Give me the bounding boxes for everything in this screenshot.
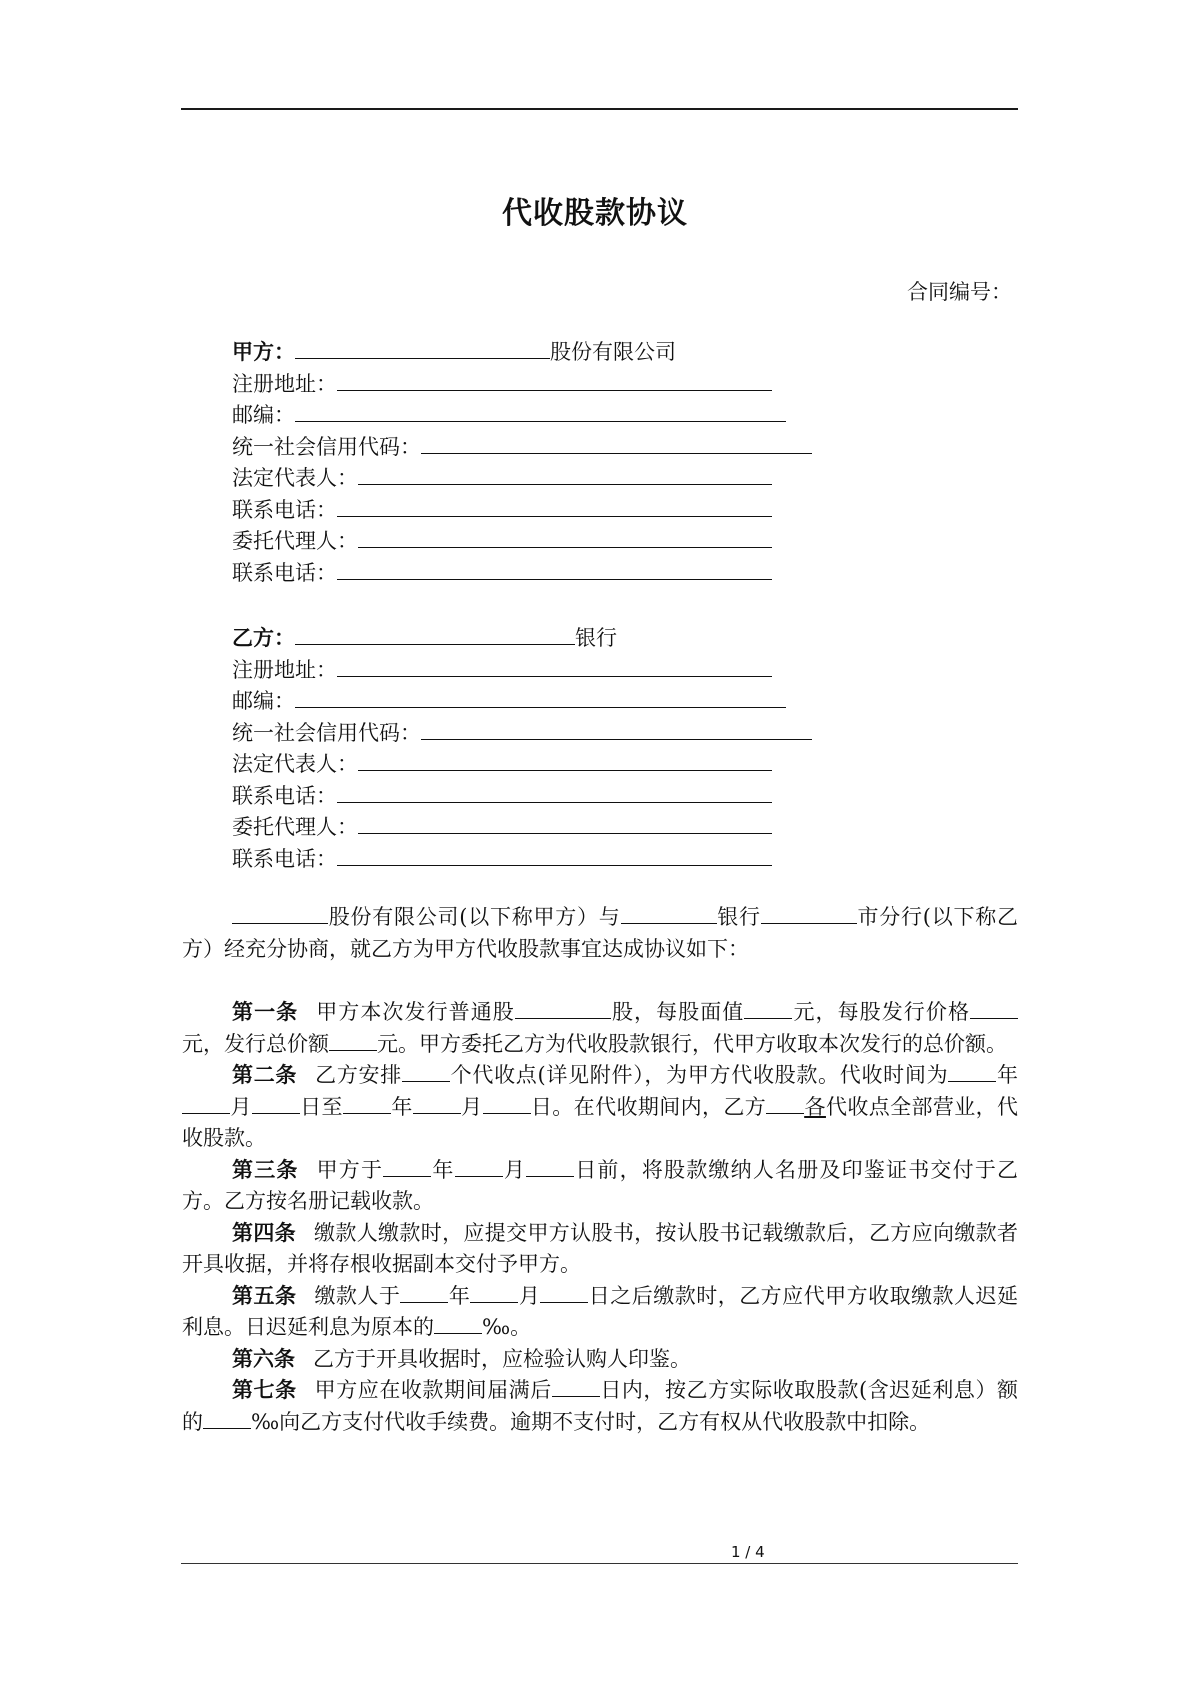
party-b-address-row xyxy=(232,654,812,686)
party-a-credit-code-row xyxy=(232,431,812,463)
party-b-phone-field[interactable] xyxy=(337,780,772,803)
party-b-block xyxy=(232,622,812,874)
party-a-address-field[interactable] xyxy=(337,368,772,391)
blank-field[interactable] xyxy=(329,1030,377,1051)
footer-rule xyxy=(181,1563,1018,1564)
article-label: 第二条 xyxy=(232,1063,298,1087)
header-rule xyxy=(181,108,1018,110)
party-b-credit-code-field[interactable] xyxy=(421,717,812,740)
article-label: 第四条 xyxy=(232,1220,297,1245)
blank-field[interactable] xyxy=(483,1093,531,1114)
party-a-legal-rep-field[interactable] xyxy=(358,462,772,485)
party-b-agent-row xyxy=(232,811,812,843)
intro-section xyxy=(182,902,1018,965)
blank-field[interactable] xyxy=(766,1093,804,1114)
field-label: 注册地址： xyxy=(232,371,337,396)
blank-field[interactable] xyxy=(552,1376,600,1397)
blank-field[interactable] xyxy=(383,1156,431,1177)
article-3: 第三条 甲方于 年 月 日前，将股款缴纳人名册及印鉴证书交付于乙方。乙方按名册记载收款。 xyxy=(182,1157,1019,1213)
party-b-name-suffix: 银行 xyxy=(575,626,617,650)
party-a-name-row xyxy=(232,336,812,368)
party-b-address-field[interactable] xyxy=(337,654,772,677)
party-a-legal-rep-row xyxy=(232,462,812,494)
blank-field[interactable] xyxy=(526,1156,574,1177)
field-label: 联系电话： xyxy=(232,560,337,585)
blank-field[interactable] xyxy=(413,1093,461,1114)
article-7: 第七条 甲方应在收款期间届满后 日内，按乙方实际收取股款(含迟延利息）额的 ‰向乙方支付代收手续费。逾期不支付时，乙方有权从代收股款中扣除。 xyxy=(182,1378,1019,1434)
blank-field[interactable] xyxy=(343,1093,391,1114)
blank-field[interactable] xyxy=(182,1093,230,1114)
party-a-name-suffix: 股份有限公司 xyxy=(550,340,676,364)
field-label: 邮编： xyxy=(232,689,295,713)
article-2: 第二条 乙方安排 个代收点(详见附件），为甲方代收股款。代收时间为 年月 日至 年 月 日。在代收期间内，乙方 各代收点全部营业，代收股款。 xyxy=(182,1063,1019,1150)
blank-field[interactable] xyxy=(455,1156,503,1177)
field-label: 邮编： xyxy=(232,403,295,427)
article-5: 第五条 缴款人于 年 月 日之后缴款时，乙方应代甲方收取缴款人迟延利息。日迟延利息为原本的 ‰。 xyxy=(182,1283,1019,1339)
party-b-postcode-field[interactable] xyxy=(295,685,786,708)
party-b-phone-row xyxy=(232,780,812,812)
party-a-agent-row xyxy=(232,525,812,557)
party-b-label: 乙方： xyxy=(232,626,295,650)
party-a-phone-field[interactable] xyxy=(337,494,772,517)
party-b-agent-phone-row xyxy=(232,843,812,875)
blank-field[interactable] xyxy=(252,1093,300,1114)
field-label: 委托代理人： xyxy=(232,529,358,553)
party-a-phone-row xyxy=(232,494,812,526)
party-a-credit-code-field[interactable] xyxy=(421,431,812,454)
blank-field[interactable] xyxy=(400,1282,448,1303)
contract-number-label: 合同编号： xyxy=(907,280,1012,304)
party-a-agent-field[interactable] xyxy=(358,525,772,548)
field-label: 联系电话： xyxy=(232,497,337,522)
article-label: 第五条 xyxy=(232,1283,297,1308)
field-label: 统一社会信用代码： xyxy=(232,434,421,459)
party-b-legal-rep-field[interactable] xyxy=(358,748,772,771)
document-title: 代收股款协议 xyxy=(502,196,688,231)
field-label: 注册地址： xyxy=(232,657,337,682)
article-label: 第三条 xyxy=(232,1157,299,1182)
article-6: 第六条 乙方于开具收据时，应检验认购人印鉴。 xyxy=(232,1346,691,1371)
blank-field[interactable] xyxy=(203,1408,251,1429)
party-a-address-row xyxy=(232,368,812,400)
articles-section xyxy=(182,997,1018,1438)
field-label: 委托代理人： xyxy=(232,815,358,839)
field-label: 统一社会信用代码： xyxy=(232,720,421,745)
blank-field[interactable] xyxy=(470,1282,518,1303)
blank-field[interactable] xyxy=(761,903,857,924)
blank-field[interactable] xyxy=(232,903,328,924)
party-a-label: 甲方： xyxy=(232,340,295,364)
party-b-agent-phone-field[interactable] xyxy=(337,843,772,866)
article-label: 第六条 xyxy=(232,1346,295,1371)
party-a-postcode-row xyxy=(232,399,812,431)
blank-field[interactable] xyxy=(540,1282,588,1303)
blank-field[interactable] xyxy=(948,1061,996,1082)
party-a-agent-phone-row xyxy=(232,557,812,589)
party-b-legal-rep-row xyxy=(232,748,812,780)
party-b-credit-code-row xyxy=(232,717,812,749)
blank-field[interactable] xyxy=(744,998,792,1019)
party-b-agent-field[interactable] xyxy=(358,811,772,834)
article-1: 第一条 甲方本次发行普通股 股，每股面值 元，每股发行价格元，发行总价额 元。甲方委托乙方为代收股款银行，代甲方收取本次发行的总价额。 xyxy=(182,997,1018,1060)
article-4: 第四条 缴款人缴款时，应提交甲方认股书，按认股书记载缴款后，乙方应向缴款者开具收据，并将存根收据副本交付予甲方。 xyxy=(182,1220,1018,1276)
party-b-postcode-row xyxy=(232,685,812,717)
party-a-name-field[interactable] xyxy=(295,336,550,359)
party-b-name-field[interactable] xyxy=(295,622,575,645)
field-label: 法定代表人： xyxy=(232,752,358,776)
field-label: 法定代表人： xyxy=(232,466,358,490)
blank-field[interactable] xyxy=(515,998,611,1019)
party-a-block xyxy=(232,336,812,588)
page-number: 1 / 4 xyxy=(731,1543,765,1561)
intro-paragraph: 股份有限公司(以下称甲方）与 银行 市分行(以下称乙方）经充分协商，就乙方为甲方代收股款事宜达成协议如下： xyxy=(182,905,1018,961)
field-label: 联系电话： xyxy=(232,846,337,871)
party-a-agent-phone-field[interactable] xyxy=(337,557,772,580)
article-label: 第七条 xyxy=(232,1378,297,1402)
party-b-name-row xyxy=(232,622,812,654)
blank-field[interactable] xyxy=(970,998,1018,1019)
party-a-postcode-field[interactable] xyxy=(295,399,786,422)
article-label: 第一条 xyxy=(232,1000,299,1024)
blank-field[interactable] xyxy=(621,903,717,924)
blank-field[interactable] xyxy=(402,1061,450,1082)
field-label: 联系电话： xyxy=(232,783,337,808)
blank-field[interactable] xyxy=(434,1313,482,1334)
